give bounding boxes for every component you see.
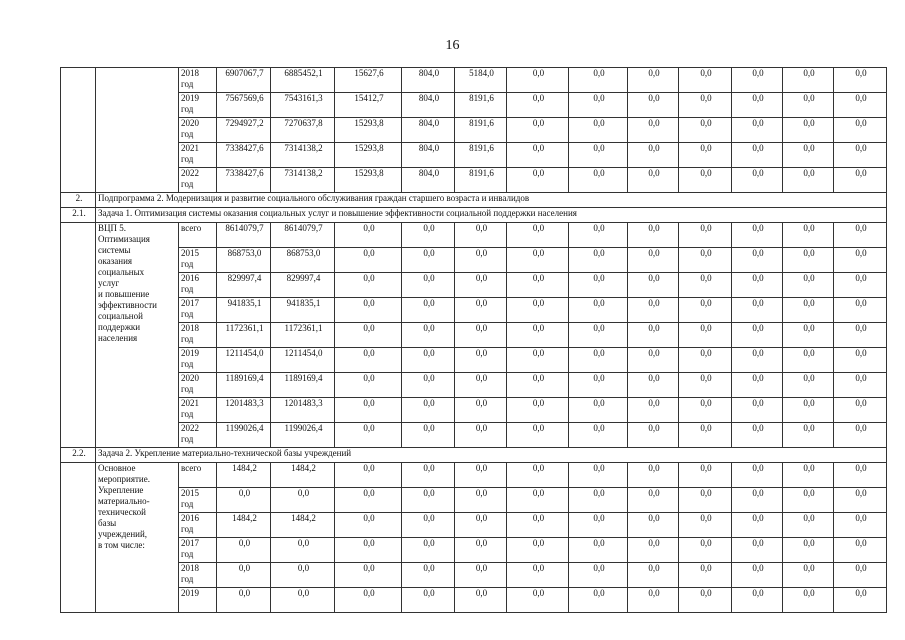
value-cell: 0,0 <box>455 563 507 588</box>
value-cell: 0,0 <box>628 538 679 563</box>
table-row <box>61 463 887 488</box>
budget-table <box>60 67 887 613</box>
year-cell: 2021 год <box>179 143 217 168</box>
year-cell: 2019 <box>179 588 217 613</box>
value-cell: 829997,4 <box>217 273 271 298</box>
value-cell: 0,0 <box>679 93 732 118</box>
value-cell: 0,0 <box>507 588 569 613</box>
table-row <box>61 143 887 168</box>
value-cell: 0,0 <box>271 563 335 588</box>
year-cell: 2017 год <box>179 538 217 563</box>
table-row <box>61 488 887 513</box>
value-cell: 0,0 <box>507 513 569 538</box>
value-cell: 0,0 <box>455 373 507 398</box>
value-cell: 1189169,4 <box>217 373 271 398</box>
value-cell: 0,0 <box>628 298 679 323</box>
value-cell: 1484,2 <box>217 463 271 488</box>
value-cell: 0,0 <box>732 68 783 93</box>
value-cell: 0,0 <box>732 423 783 448</box>
value-cell: 0,0 <box>507 168 569 193</box>
value-cell: 0,0 <box>628 168 679 193</box>
value-cell: 0,0 <box>335 273 402 298</box>
value-cell: 0,0 <box>628 488 679 513</box>
value-cell: 0,0 <box>335 373 402 398</box>
section-index: 2.2. <box>61 448 96 463</box>
value-cell: 0,0 <box>402 513 455 538</box>
value-cell: 0,0 <box>455 248 507 273</box>
value-cell: 0,0 <box>507 348 569 373</box>
value-cell: 0,0 <box>507 118 569 143</box>
table-row <box>61 248 887 273</box>
value-cell: 0,0 <box>507 298 569 323</box>
value-cell: 0,0 <box>783 398 834 423</box>
value-cell: 0,0 <box>455 348 507 373</box>
value-cell: 1199026,4 <box>217 423 271 448</box>
year-cell: 2022 год <box>179 423 217 448</box>
value-cell: 0,0 <box>402 348 455 373</box>
value-cell: 0,0 <box>732 93 783 118</box>
value-cell: 8191,6 <box>455 168 507 193</box>
section-title: Задача 2. Укрепление материально-технической базы учреждений <box>96 448 887 463</box>
value-cell: 0,0 <box>271 588 335 613</box>
value-cell: 0,0 <box>732 168 783 193</box>
program-name <box>96 68 179 193</box>
value-cell: 7270637,8 <box>271 118 335 143</box>
value-cell: 0,0 <box>834 323 887 348</box>
value-cell: 0,0 <box>455 223 507 248</box>
year-cell: 2018 год <box>179 68 217 93</box>
value-cell: 0,0 <box>834 373 887 398</box>
value-cell: 0,0 <box>569 463 628 488</box>
value-cell: 0,0 <box>834 588 887 613</box>
value-cell: 0,0 <box>217 563 271 588</box>
value-cell: 0,0 <box>335 348 402 373</box>
value-cell: 0,0 <box>732 513 783 538</box>
table-row <box>61 588 887 613</box>
value-cell: 0,0 <box>402 588 455 613</box>
table-row <box>61 398 887 423</box>
value-cell: 0,0 <box>271 488 335 513</box>
value-cell: 0,0 <box>402 273 455 298</box>
value-cell: 941835,1 <box>217 298 271 323</box>
value-cell: 0,0 <box>679 398 732 423</box>
table-row <box>61 323 887 348</box>
value-cell: 0,0 <box>217 488 271 513</box>
value-cell: 0,0 <box>783 488 834 513</box>
value-cell: 0,0 <box>834 423 887 448</box>
value-cell: 0,0 <box>628 398 679 423</box>
value-cell: 0,0 <box>569 563 628 588</box>
value-cell: 804,0 <box>402 118 455 143</box>
value-cell: 0,0 <box>834 298 887 323</box>
value-cell: 0,0 <box>455 513 507 538</box>
table-row <box>61 348 887 373</box>
value-cell: 7338427,6 <box>217 168 271 193</box>
value-cell: 0,0 <box>679 513 732 538</box>
table-row <box>61 423 887 448</box>
value-cell: 0,0 <box>783 68 834 93</box>
value-cell: 0,0 <box>507 143 569 168</box>
value-cell: 0,0 <box>628 93 679 118</box>
value-cell: 804,0 <box>402 143 455 168</box>
value-cell: 6907067,7 <box>217 68 271 93</box>
value-cell: 0,0 <box>569 248 628 273</box>
value-cell: 0,0 <box>455 398 507 423</box>
value-cell: 0,0 <box>628 118 679 143</box>
value-cell: 0,0 <box>732 143 783 168</box>
value-cell: 0,0 <box>679 463 732 488</box>
table-row <box>61 93 887 118</box>
value-cell: 0,0 <box>834 348 887 373</box>
value-cell: 0,0 <box>732 118 783 143</box>
section-index: 2.1. <box>61 208 96 223</box>
value-cell: 0,0 <box>783 323 834 348</box>
section-index: 2. <box>61 193 96 208</box>
value-cell: 0,0 <box>569 68 628 93</box>
value-cell: 15293,8 <box>335 118 402 143</box>
program-name: Основное мероприятие. Укрепление материально- технической базы учреждений, в том числе: <box>96 463 179 613</box>
value-cell: 0,0 <box>679 348 732 373</box>
value-cell: 8191,6 <box>455 93 507 118</box>
value-cell: 0,0 <box>455 323 507 348</box>
value-cell: 0,0 <box>569 323 628 348</box>
value-cell: 0,0 <box>783 118 834 143</box>
value-cell: 0,0 <box>507 463 569 488</box>
value-cell: 0,0 <box>783 423 834 448</box>
value-cell: 0,0 <box>507 323 569 348</box>
value-cell: 0,0 <box>569 93 628 118</box>
value-cell: 0,0 <box>455 273 507 298</box>
value-cell: 15412,7 <box>335 93 402 118</box>
value-cell: 7314138,2 <box>271 168 335 193</box>
value-cell: 0,0 <box>732 398 783 423</box>
value-cell: 0,0 <box>507 93 569 118</box>
value-cell: 0,0 <box>732 323 783 348</box>
value-cell: 0,0 <box>335 588 402 613</box>
value-cell: 0,0 <box>455 463 507 488</box>
year-cell: 2015 год <box>179 488 217 513</box>
value-cell: 804,0 <box>402 68 455 93</box>
value-cell: 0,0 <box>569 223 628 248</box>
value-cell: 0,0 <box>834 168 887 193</box>
value-cell: 0,0 <box>783 563 834 588</box>
year-cell: 2019 год <box>179 93 217 118</box>
value-cell: 7294927,2 <box>217 118 271 143</box>
value-cell: 0,0 <box>783 463 834 488</box>
value-cell: 0,0 <box>628 463 679 488</box>
value-cell: 0,0 <box>455 488 507 513</box>
value-cell: 941835,1 <box>271 298 335 323</box>
value-cell: 0,0 <box>783 538 834 563</box>
value-cell: 0,0 <box>455 538 507 563</box>
value-cell: 1172361,1 <box>217 323 271 348</box>
value-cell: 0,0 <box>569 488 628 513</box>
table-row <box>61 513 887 538</box>
year-cell: 2018 год <box>179 563 217 588</box>
value-cell: 0,0 <box>335 248 402 273</box>
value-cell: 0,0 <box>783 588 834 613</box>
value-cell: 0,0 <box>507 423 569 448</box>
value-cell: 7314138,2 <box>271 143 335 168</box>
row-index-cell <box>61 223 96 448</box>
value-cell: 0,0 <box>455 298 507 323</box>
value-cell: 0,0 <box>679 588 732 613</box>
value-cell: 0,0 <box>628 588 679 613</box>
row-index-cell <box>61 68 96 193</box>
value-cell: 0,0 <box>732 538 783 563</box>
value-cell: 0,0 <box>628 273 679 298</box>
value-cell: 0,0 <box>679 423 732 448</box>
value-cell: 0,0 <box>507 373 569 398</box>
table-row <box>61 298 887 323</box>
value-cell: 868753,0 <box>217 248 271 273</box>
value-cell: 0,0 <box>783 248 834 273</box>
value-cell: 0,0 <box>679 538 732 563</box>
value-cell: 8614079,7 <box>271 223 335 248</box>
value-cell: 15293,8 <box>335 143 402 168</box>
value-cell: 0,0 <box>402 248 455 273</box>
value-cell: 8614079,7 <box>217 223 271 248</box>
value-cell: 0,0 <box>732 273 783 298</box>
value-cell: 0,0 <box>402 423 455 448</box>
year-cell: 2016 год <box>179 513 217 538</box>
value-cell: 0,0 <box>783 373 834 398</box>
value-cell: 0,0 <box>335 298 402 323</box>
value-cell: 0,0 <box>569 538 628 563</box>
value-cell: 0,0 <box>217 588 271 613</box>
table-row <box>61 273 887 298</box>
value-cell: 1189169,4 <box>271 373 335 398</box>
value-cell: 0,0 <box>569 513 628 538</box>
value-cell: 0,0 <box>628 348 679 373</box>
value-cell: 868753,0 <box>271 248 335 273</box>
value-cell: 0,0 <box>402 488 455 513</box>
value-cell: 0,0 <box>628 563 679 588</box>
table-row <box>61 563 887 588</box>
row-index-cell <box>61 463 96 613</box>
value-cell: 0,0 <box>783 273 834 298</box>
value-cell: 0,0 <box>679 273 732 298</box>
table-row <box>61 118 887 143</box>
year-cell: 2015 год <box>179 248 217 273</box>
value-cell: 0,0 <box>834 513 887 538</box>
value-cell: 0,0 <box>335 398 402 423</box>
value-cell: 0,0 <box>569 398 628 423</box>
table-row <box>61 373 887 398</box>
value-cell: 0,0 <box>402 563 455 588</box>
value-cell: 1211454,0 <box>271 348 335 373</box>
value-cell: 0,0 <box>507 488 569 513</box>
value-cell: 0,0 <box>679 373 732 398</box>
value-cell: 0,0 <box>834 398 887 423</box>
value-cell: 0,0 <box>455 423 507 448</box>
page-number: 16 <box>445 38 460 53</box>
section-title: Задача 1. Оптимизация системы оказания социальных услуг и повышение эффективности социальной поддержки населения <box>96 208 887 223</box>
section-title: Подпрограмма 2. Модернизация и развитие социального обслуживания граждан старшего возраста и инвалидов <box>96 193 887 208</box>
value-cell: 0,0 <box>335 488 402 513</box>
value-cell: 0,0 <box>455 588 507 613</box>
value-cell: 1199026,4 <box>271 423 335 448</box>
year-cell: 2021 год <box>179 398 217 423</box>
year-cell: 2016 год <box>179 273 217 298</box>
value-cell: 0,0 <box>679 298 732 323</box>
value-cell: 0,0 <box>507 273 569 298</box>
value-cell: 0,0 <box>569 273 628 298</box>
value-cell: 804,0 <box>402 93 455 118</box>
value-cell: 7567569,6 <box>217 93 271 118</box>
value-cell: 0,0 <box>783 348 834 373</box>
value-cell: 0,0 <box>732 348 783 373</box>
value-cell: 0,0 <box>335 538 402 563</box>
value-cell: 0,0 <box>679 248 732 273</box>
table-row <box>61 68 887 93</box>
value-cell: 0,0 <box>507 563 569 588</box>
value-cell: 1201483,3 <box>271 398 335 423</box>
value-cell: 0,0 <box>402 538 455 563</box>
value-cell: 0,0 <box>507 538 569 563</box>
value-cell: 0,0 <box>732 588 783 613</box>
value-cell: 0,0 <box>834 273 887 298</box>
year-cell: 2022 год <box>179 168 217 193</box>
value-cell: 0,0 <box>834 248 887 273</box>
value-cell: 0,0 <box>679 223 732 248</box>
value-cell: 0,0 <box>679 168 732 193</box>
value-cell: 804,0 <box>402 168 455 193</box>
value-cell: 0,0 <box>335 513 402 538</box>
value-cell: 0,0 <box>732 248 783 273</box>
value-cell: 0,0 <box>834 143 887 168</box>
value-cell: 0,0 <box>507 398 569 423</box>
value-cell: 0,0 <box>569 298 628 323</box>
value-cell: 0,0 <box>679 68 732 93</box>
value-cell: 0,0 <box>507 248 569 273</box>
value-cell: 0,0 <box>271 538 335 563</box>
value-cell: 0,0 <box>679 488 732 513</box>
value-cell: 829997,4 <box>271 273 335 298</box>
value-cell: 0,0 <box>402 398 455 423</box>
value-cell: 0,0 <box>783 93 834 118</box>
value-cell: 1201483,3 <box>217 398 271 423</box>
value-cell: 1484,2 <box>271 463 335 488</box>
value-cell: 0,0 <box>834 68 887 93</box>
value-cell: 1211454,0 <box>217 348 271 373</box>
value-cell: 0,0 <box>834 223 887 248</box>
value-cell: 0,0 <box>834 563 887 588</box>
value-cell: 6885452,1 <box>271 68 335 93</box>
value-cell: 7543161,3 <box>271 93 335 118</box>
value-cell: 0,0 <box>507 68 569 93</box>
value-cell: 0,0 <box>732 223 783 248</box>
value-cell: 5184,0 <box>455 68 507 93</box>
value-cell: 0,0 <box>628 373 679 398</box>
section-header-row <box>61 193 887 208</box>
value-cell: 15293,8 <box>335 168 402 193</box>
year-cell: 2020 год <box>179 373 217 398</box>
value-cell: 0,0 <box>402 298 455 323</box>
value-cell: 0,0 <box>628 143 679 168</box>
value-cell: 0,0 <box>335 423 402 448</box>
value-cell: 0,0 <box>507 223 569 248</box>
value-cell: 0,0 <box>569 423 628 448</box>
value-cell: 0,0 <box>834 538 887 563</box>
value-cell: 0,0 <box>783 168 834 193</box>
value-cell: 0,0 <box>628 68 679 93</box>
table-row <box>61 538 887 563</box>
value-cell: 0,0 <box>569 588 628 613</box>
year-cell: 2018 год <box>179 323 217 348</box>
value-cell: 1484,2 <box>271 513 335 538</box>
value-cell: 7338427,6 <box>217 143 271 168</box>
section-header-row <box>61 448 887 463</box>
value-cell: 0,0 <box>679 563 732 588</box>
value-cell: 0,0 <box>628 323 679 348</box>
value-cell: 0,0 <box>402 463 455 488</box>
value-cell: 0,0 <box>834 93 887 118</box>
value-cell: 0,0 <box>569 143 628 168</box>
value-cell: 0,0 <box>628 513 679 538</box>
value-cell: 0,0 <box>783 513 834 538</box>
value-cell: 0,0 <box>628 223 679 248</box>
value-cell: 0,0 <box>732 298 783 323</box>
value-cell: 0,0 <box>569 348 628 373</box>
year-cell: 2019 год <box>179 348 217 373</box>
value-cell: 0,0 <box>402 223 455 248</box>
value-cell: 0,0 <box>335 223 402 248</box>
year-cell: всего <box>179 463 217 488</box>
value-cell: 0,0 <box>679 118 732 143</box>
value-cell: 15627,6 <box>335 68 402 93</box>
value-cell: 1172361,1 <box>271 323 335 348</box>
value-cell: 0,0 <box>569 373 628 398</box>
year-cell: всего <box>179 223 217 248</box>
section-header-row <box>61 208 887 223</box>
value-cell: 0,0 <box>569 168 628 193</box>
value-cell: 1484,2 <box>217 513 271 538</box>
value-cell: 0,0 <box>834 463 887 488</box>
table-row <box>61 168 887 193</box>
value-cell: 0,0 <box>402 373 455 398</box>
value-cell: 0,0 <box>834 488 887 513</box>
value-cell: 8191,6 <box>455 118 507 143</box>
value-cell: 0,0 <box>628 248 679 273</box>
value-cell: 0,0 <box>783 143 834 168</box>
table-row <box>61 223 887 248</box>
value-cell: 0,0 <box>402 323 455 348</box>
value-cell: 0,0 <box>569 118 628 143</box>
program-name: ВЦП 5. Оптимизация системы оказания социальных услуг и повышение эффективности социальной поддержки населения <box>96 223 179 448</box>
value-cell: 8191,6 <box>455 143 507 168</box>
value-cell: 0,0 <box>732 373 783 398</box>
value-cell: 0,0 <box>783 223 834 248</box>
value-cell: 0,0 <box>732 463 783 488</box>
value-cell: 0,0 <box>335 323 402 348</box>
value-cell: 0,0 <box>217 538 271 563</box>
value-cell: 0,0 <box>335 563 402 588</box>
year-cell: 2020 год <box>179 118 217 143</box>
value-cell: 0,0 <box>679 143 732 168</box>
value-cell: 0,0 <box>628 423 679 448</box>
value-cell: 0,0 <box>834 118 887 143</box>
value-cell: 0,0 <box>732 563 783 588</box>
value-cell: 0,0 <box>732 488 783 513</box>
value-cell: 0,0 <box>679 323 732 348</box>
year-cell: 2017 год <box>179 298 217 323</box>
value-cell: 0,0 <box>783 298 834 323</box>
value-cell: 0,0 <box>335 463 402 488</box>
